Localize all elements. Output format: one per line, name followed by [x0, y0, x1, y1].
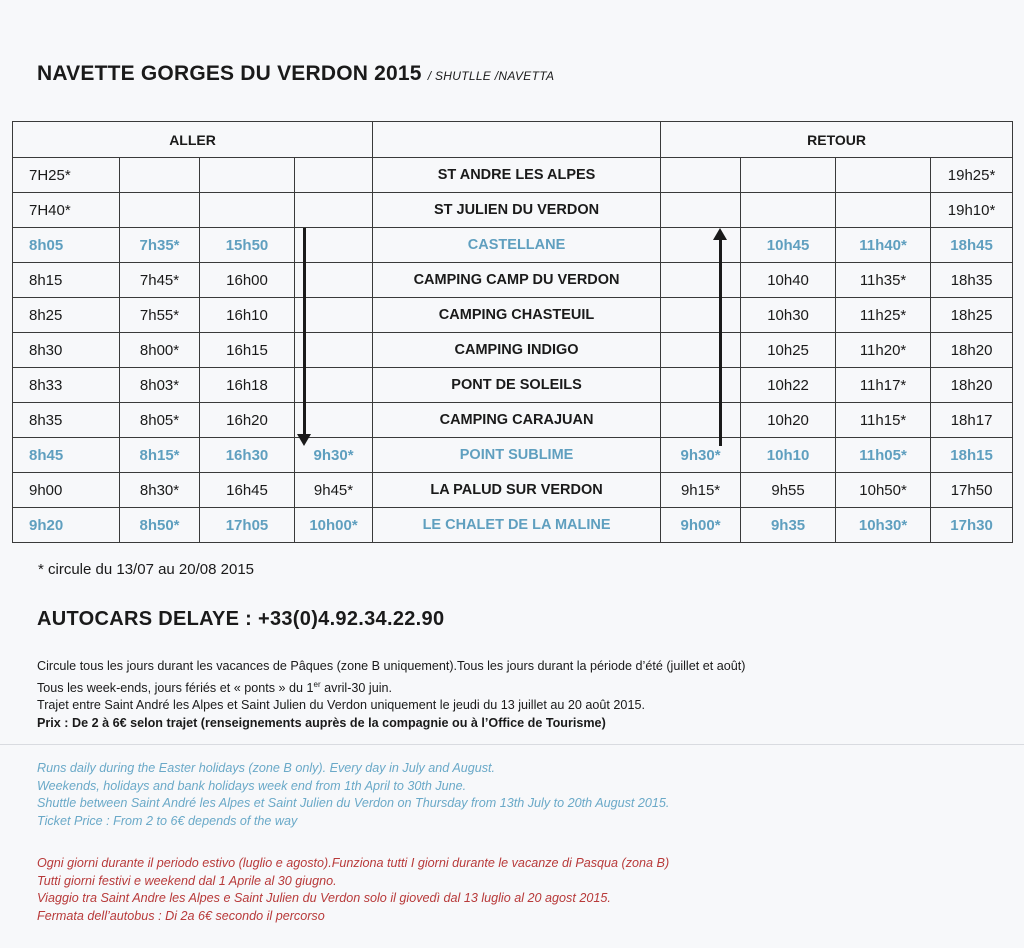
retour-time-cell [661, 158, 741, 193]
aller-time-cell: 8h45 [13, 438, 120, 473]
retour-time-cell: 18h17 [931, 403, 1013, 438]
retour-time-cell: 9h35 [741, 508, 836, 543]
aller-time-cell: 16h15 [200, 333, 295, 368]
aller-time-cell: 16h20 [200, 403, 295, 438]
retour-time-cell: 10h10 [741, 438, 836, 473]
italian-line-4: Fermata dell’autobus : Di 2a 6€ secondo il percorso [37, 908, 325, 923]
french-line-1: Circule tous les jours durant les vacances de Pâques (zone B uniquement).Tous les jours durant la période d’été (juillet et août) [37, 659, 746, 673]
retour-time-cell: 18h15 [931, 438, 1013, 473]
retour-time-cell: 18h25 [931, 298, 1013, 333]
aller-time-cell [295, 228, 373, 263]
stop-name-cell: PONT DE SOLEILS [373, 368, 661, 403]
retour-time-cell [836, 193, 931, 228]
retour-time-cell [661, 333, 741, 368]
aller-time-cell: 9h45* [295, 473, 373, 508]
aller-time-cell: 9h20 [13, 508, 120, 543]
retour-time-cell: 19h10* [931, 193, 1013, 228]
aller-time-cell [295, 158, 373, 193]
retour-time-cell: 10h40 [741, 263, 836, 298]
aller-time-cell: 8h33 [13, 368, 120, 403]
retour-time-cell: 10h20 [741, 403, 836, 438]
retour-time-cell: 18h45 [931, 228, 1013, 263]
retour-time-cell: 18h20 [931, 333, 1013, 368]
aller-time-cell: 7h35* [120, 228, 200, 263]
stop-name-cell: POINT SUBLIME [373, 438, 661, 473]
retour-time-cell: 11h35* [836, 263, 931, 298]
english-line-1: Runs daily during the Easter holidays (zone B only). Every day in July and August. [37, 761, 496, 775]
aller-time-cell: 8h03* [120, 368, 200, 403]
retour-time-cell: 11h40* [836, 228, 931, 263]
stop-name-cell: CAMPING CAMP DU VERDON [373, 263, 661, 298]
retour-time-cell: 9h30* [661, 438, 741, 473]
aller-time-cell: 8h35 [13, 403, 120, 438]
stop-name-cell: LA PALUD SUR VERDON [373, 473, 661, 508]
aller-time-cell: 7H40* [13, 193, 120, 228]
retour-time-cell [836, 158, 931, 193]
french-line-2-start: Tous les week-ends, jours fériés et « ponts » du 1 [37, 680, 314, 695]
french-info [37, 658, 745, 732]
schedule-row [13, 403, 1013, 438]
aller-time-cell: 9h00 [13, 473, 120, 508]
retour-time-cell [741, 193, 836, 228]
aller-time-cell: 7h55* [120, 298, 200, 333]
italian-line-1: Ogni giorni durante il periodo estivo (luglio e agosto).Funziona tutti I giorni durante le vacanze di Pasqua (zona B) [37, 856, 670, 870]
retour-time-cell [661, 403, 741, 438]
aller-time-cell [295, 403, 373, 438]
retour-time-cell: 11h05* [836, 438, 931, 473]
aller-direction-arrow-icon [303, 228, 306, 436]
schedule-row [13, 368, 1013, 403]
schedule-row [13, 228, 1013, 263]
retour-header: RETOUR [661, 122, 1013, 158]
french-price: Prix : De 2 à 6€ selon trajet (renseignements auprès de la compagnie ou à l’Office de Tourisme) [37, 715, 606, 730]
retour-time-cell: 19h25* [931, 158, 1013, 193]
french-line-2 [37, 676, 745, 698]
aller-time-cell: 15h50 [200, 228, 295, 263]
retour-time-cell: 17h50 [931, 473, 1013, 508]
retour-time-cell: 10h50* [836, 473, 931, 508]
aller-time-cell: 16h10 [200, 298, 295, 333]
retour-time-cell: 9h15* [661, 473, 741, 508]
retour-time-cell: 10h30* [836, 508, 931, 543]
aller-header: ALLER [13, 122, 373, 158]
retour-time-cell: 18h20 [931, 368, 1013, 403]
schedule-row [13, 263, 1013, 298]
aller-time-cell: 8h05 [13, 228, 120, 263]
french-line-2-sup: er [313, 679, 321, 689]
schedule-row [13, 193, 1013, 228]
retour-time-cell: 10h30 [741, 298, 836, 333]
aller-time-cell: 16h18 [200, 368, 295, 403]
stop-header [373, 122, 661, 158]
aller-time-cell [295, 333, 373, 368]
retour-time-cell: 11h15* [836, 403, 931, 438]
retour-time-cell: 10h22 [741, 368, 836, 403]
retour-time-cell: 11h25* [836, 298, 931, 333]
aller-time-cell: 16h00 [200, 263, 295, 298]
paper-fold-line [0, 744, 1024, 745]
aller-time-cell: 16h45 [200, 473, 295, 508]
stop-name-cell: ST JULIEN DU VERDON [373, 193, 661, 228]
french-line-3: Trajet entre Saint André les Alpes et Saint Julien du Verdon uniquement le jeudi du 13 juillet au 20 août 2015. [37, 698, 645, 713]
title-subtitle: / SHUTLLE /NAVETTA [427, 69, 555, 83]
schedule-row [13, 158, 1013, 193]
retour-time-cell [661, 228, 741, 263]
stop-name-cell: CAMPING INDIGO [373, 333, 661, 368]
english-line-2: Weekends, holidays and bank holidays week end from 1th April to 30th June. [37, 778, 467, 793]
retour-time-cell: 11h20* [836, 333, 931, 368]
page-title [37, 62, 554, 86]
retour-time-cell [661, 368, 741, 403]
aller-time-cell: 8h25 [13, 298, 120, 333]
english-info [37, 760, 669, 830]
retour-time-cell: 9h00* [661, 508, 741, 543]
retour-time-cell: 10h45 [741, 228, 836, 263]
aller-time-cell: 8h15 [13, 263, 120, 298]
retour-direction-arrow-icon [719, 238, 722, 446]
french-line-2-end: avril-30 juin. [320, 680, 393, 695]
footnote: * circule du 13/07 au 20/08 2015 [38, 561, 254, 578]
aller-time-cell: 10h00* [295, 508, 373, 543]
retour-time-cell [661, 298, 741, 333]
aller-time-cell [120, 158, 200, 193]
retour-time-cell [661, 193, 741, 228]
english-line-3: Shuttle between Saint André les Alpes et Saint Julien du Verdon on Thursday from 13th July to 20th August 2015. [37, 796, 670, 810]
retour-time-cell: 9h55 [741, 473, 836, 508]
retour-time-cell: 11h17* [836, 368, 931, 403]
stop-name-cell: CAMPING CARAJUAN [373, 403, 661, 438]
aller-time-cell: 8h50* [120, 508, 200, 543]
schedule-row [13, 508, 1013, 543]
schedule-table [12, 121, 1013, 543]
aller-time-cell: 17h05 [200, 508, 295, 543]
retour-time-cell: 10h25 [741, 333, 836, 368]
aller-time-cell: 7H25* [13, 158, 120, 193]
aller-time-cell [295, 263, 373, 298]
stop-name-cell: CASTELLANE [373, 228, 661, 263]
aller-time-cell [120, 193, 200, 228]
stop-name-cell: CAMPING CHASTEUIL [373, 298, 661, 333]
contact-phone: AUTOCARS DELAYE : +33(0)4.92.34.22.90 [37, 608, 445, 630]
aller-time-cell: 8h00* [120, 333, 200, 368]
schedule-header-row [13, 122, 1013, 158]
aller-time-cell: 8h05* [120, 403, 200, 438]
schedule-row [13, 333, 1013, 368]
aller-time-cell: 7h45* [120, 263, 200, 298]
aller-time-cell: 8h15* [120, 438, 200, 473]
aller-time-cell: 16h30 [200, 438, 295, 473]
aller-time-cell: 8h30* [120, 473, 200, 508]
aller-time-cell: 8h30 [13, 333, 120, 368]
retour-time-cell [661, 263, 741, 298]
aller-time-cell [295, 298, 373, 333]
italian-line-2: Tutti giorni festivi e weekend dal 1 Aprile al 30 giugno. [37, 873, 337, 888]
english-line-4: Ticket Price : From 2 to 6€ depends of the way [37, 813, 298, 828]
stop-name-cell: LE CHALET DE LA MALINE [373, 508, 661, 543]
retour-time-cell: 17h30 [931, 508, 1013, 543]
schedule-row [13, 438, 1013, 473]
italian-line-3: Viaggio tra Saint Andre les Alpes e Saint Julien du Verdon solo il giovedì dal 13 luglio al 20 agost 2015. [37, 891, 611, 905]
schedule-row [13, 473, 1013, 508]
aller-time-cell [295, 368, 373, 403]
schedule-row [13, 298, 1013, 333]
aller-time-cell [200, 158, 295, 193]
retour-time-cell: 18h35 [931, 263, 1013, 298]
aller-time-cell [295, 193, 373, 228]
italian-info [37, 855, 669, 925]
aller-time-cell [200, 193, 295, 228]
aller-time-cell: 9h30* [295, 438, 373, 473]
stop-name-cell: ST ANDRE LES ALPES [373, 158, 661, 193]
title-text: NAVETTE GORGES DU VERDON 2015 [37, 62, 422, 85]
retour-time-cell [741, 158, 836, 193]
